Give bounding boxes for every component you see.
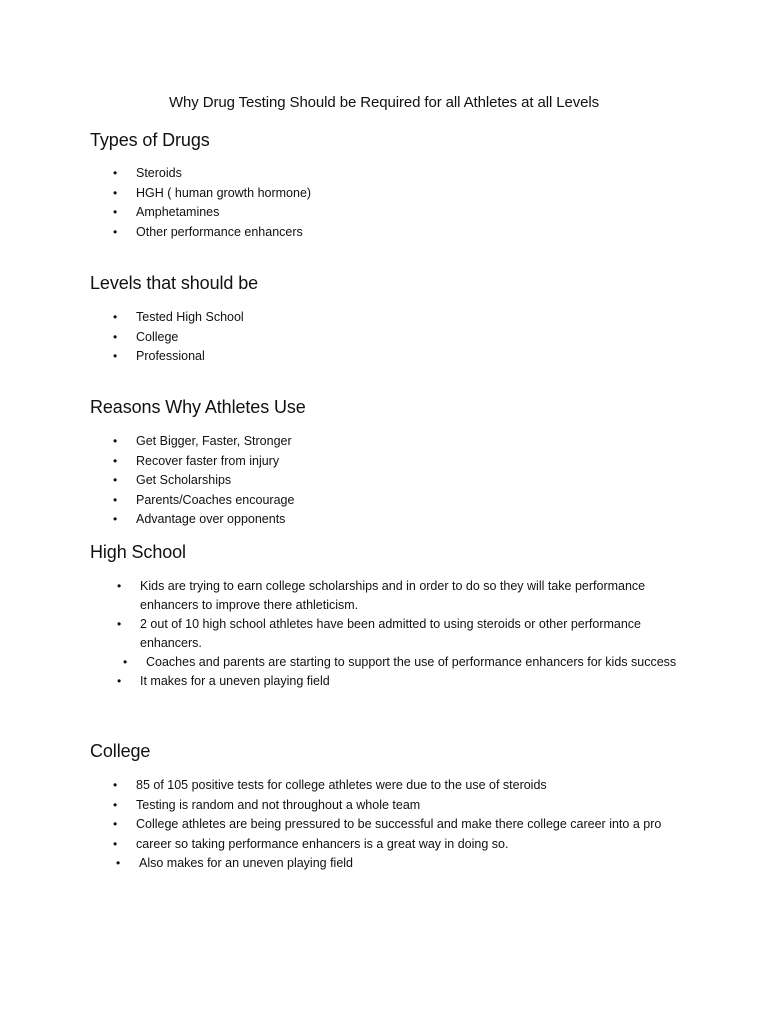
types-of-drugs-list <box>0 164 700 242</box>
high-school-list <box>0 577 680 691</box>
list-item: • College <box>0 328 700 348</box>
list-item: • 85 of 105 positive tests for college athletes were due to the use of steroids <box>0 776 720 796</box>
list-item: • career so taking performance enhancers is a great way in doing so. <box>0 835 720 855</box>
list-item: • HGH ( human growth hormone) <box>0 184 700 204</box>
list-item: • Testing is random and not throughout a whole team <box>0 796 720 816</box>
list-item: • Also makes for an uneven playing field <box>0 854 720 874</box>
list-item: • Kids are trying to earn college scholarships and in order to do so they will take performance enhancers to improve there athleticism. <box>0 577 680 615</box>
levels-list <box>0 308 700 367</box>
section-heading-levels: Levels that should be <box>90 273 259 293</box>
section-heading-college: College <box>90 741 151 761</box>
list-item: • Other performance enhancers <box>0 223 700 243</box>
list-item: • Parents/Coaches encourage <box>0 491 700 511</box>
college-list <box>0 776 720 874</box>
section-heading-types-of-drugs: Types of Drugs <box>90 130 210 150</box>
section-heading-high-school: High School <box>90 542 186 562</box>
list-item: • College athletes are being pressured to be successful and make there college career into a pro <box>0 815 720 835</box>
list-item: • Coaches and parents are starting to support the use of performance enhancers for kids success <box>0 653 680 672</box>
list-item: • Professional <box>0 347 700 367</box>
list-item: • Recover faster from injury <box>0 452 700 472</box>
list-item: • Tested High School <box>0 308 700 328</box>
list-item: • It makes for a uneven playing field <box>0 672 680 691</box>
list-item: • 2 out of 10 high school athletes have been admitted to using steroids or other performance enhancers. <box>0 615 680 653</box>
document-title: Why Drug Testing Should be Required for all Athletes at all Levels <box>168 94 600 111</box>
reasons-list <box>0 432 700 530</box>
list-item: • Amphetamines <box>0 203 700 223</box>
section-heading-reasons: Reasons Why Athletes Use <box>90 397 306 417</box>
list-item: • Steroids <box>0 164 700 184</box>
list-item: • Get Bigger, Faster, Stronger <box>0 432 700 452</box>
list-item: • Advantage over opponents <box>0 510 700 530</box>
list-item: • Get Scholarships <box>0 471 700 491</box>
